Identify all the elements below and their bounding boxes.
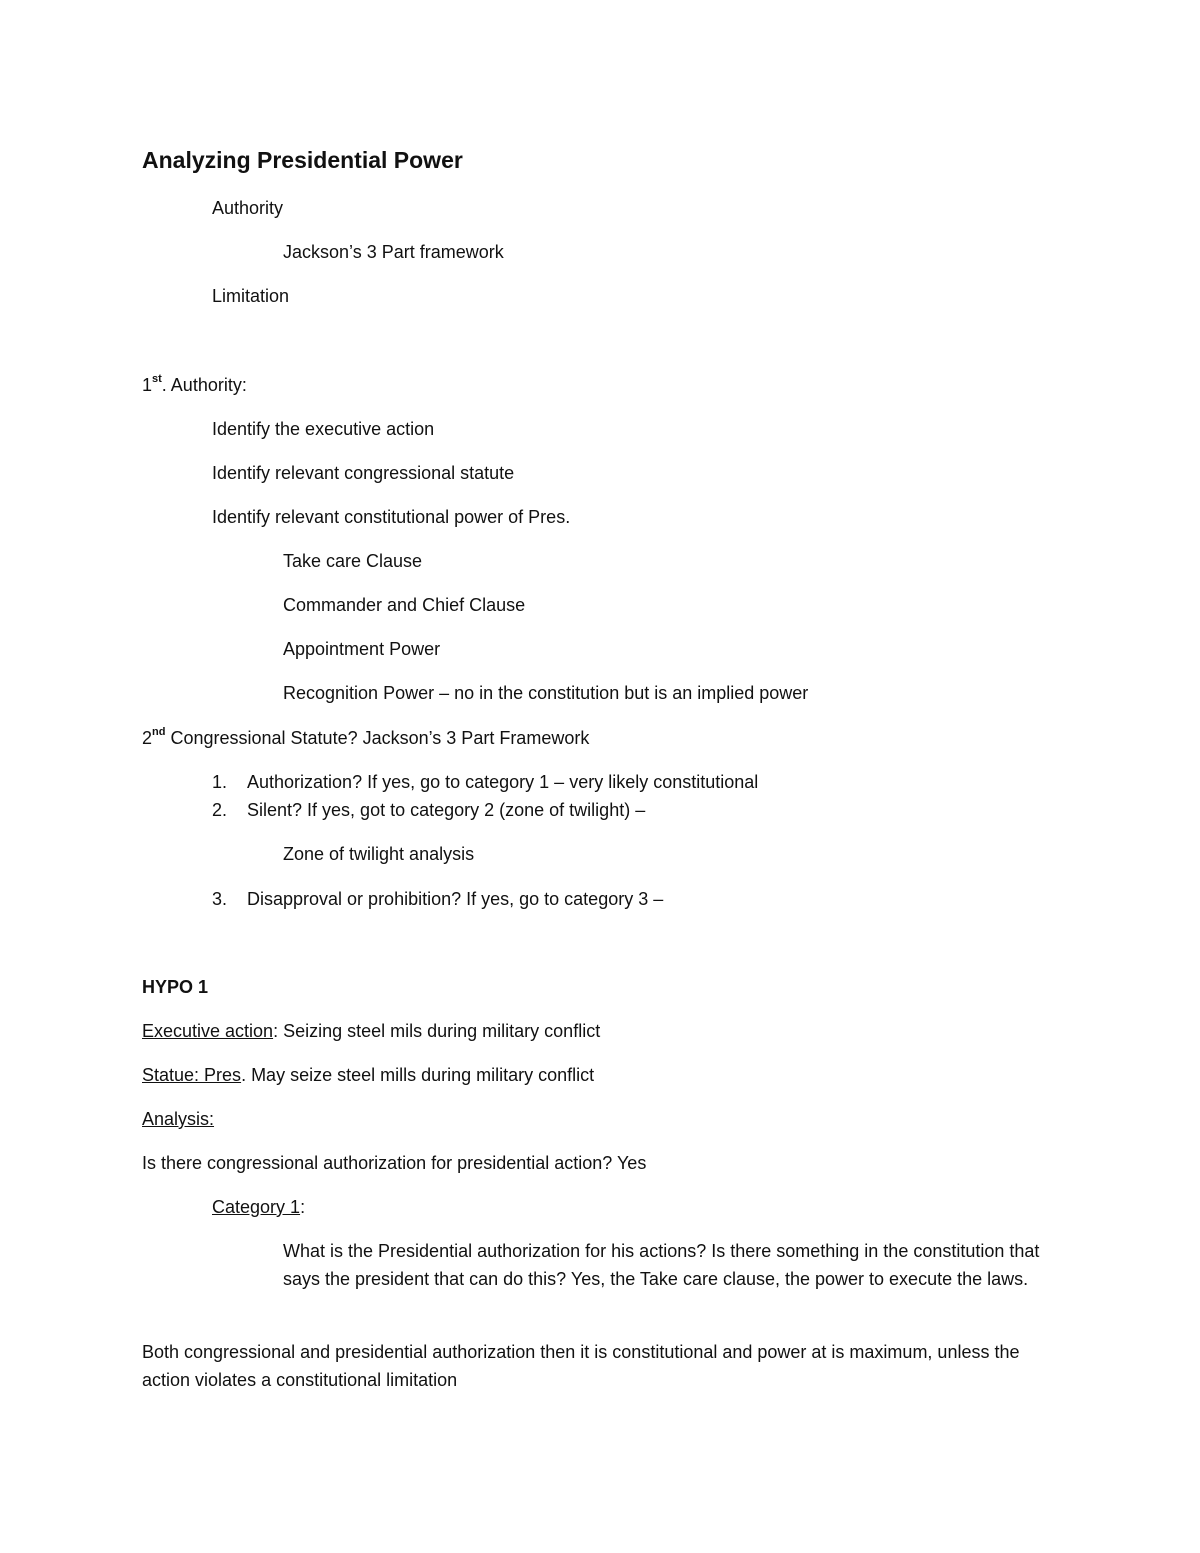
step1-item: Identify relevant congressional statute bbox=[212, 463, 515, 483]
twilight-analysis: Zone of twilight analysis bbox=[283, 844, 475, 864]
conclusion-paragraph: Both congressional and presidential authorization then it is constitutional and power at is maximum, unless the action violates a constitutional limitation bbox=[142, 1342, 1020, 1390]
step2-number: 2 bbox=[142, 728, 153, 748]
category-explanation: What is the Presidential authorization for his actions? Is there something in the constitution that says the president that can do this? Yes, the Take care clause, the power to execute the laws. bbox=[283, 1241, 1040, 1289]
list-text: Disapproval or prohibition? If yes, go to category 3 – bbox=[247, 889, 664, 909]
list-number: 1. bbox=[212, 772, 228, 792]
outline-authority: Authority bbox=[212, 198, 284, 218]
hypo-heading: HYPO 1 bbox=[142, 977, 209, 997]
power-item: Recognition Power – no in the constitution but is an implied power bbox=[283, 683, 809, 703]
list-text: Silent? If yes, got to category 2 (zone of twilight) – bbox=[247, 800, 646, 820]
analysis-label: Analysis: bbox=[142, 1109, 215, 1129]
list-number: 3. bbox=[212, 889, 228, 909]
executive-action-text: : Seizing steel mils during military conflict bbox=[273, 1021, 601, 1041]
step1-heading bbox=[142, 373, 247, 397]
statute-line bbox=[142, 1063, 594, 1087]
outline-limitation: Limitation bbox=[212, 286, 290, 306]
framework-list-item bbox=[212, 887, 663, 911]
framework-list-item bbox=[212, 798, 645, 822]
step1-superscript: st bbox=[152, 373, 162, 385]
authorization-question: Is there congressional authorization for presidential action? Yes bbox=[142, 1153, 647, 1173]
power-item: Commander and Chief Clause bbox=[283, 595, 526, 615]
power-item: Appointment Power bbox=[283, 639, 441, 659]
category-heading bbox=[212, 1195, 305, 1219]
step1-number: 1 bbox=[142, 375, 153, 395]
list-text: Authorization? If yes, go to category 1 – very likely constitutional bbox=[247, 772, 759, 792]
statute-text: . May seize steel mills during military conflict bbox=[241, 1065, 595, 1085]
power-item: Take care Clause bbox=[283, 551, 423, 571]
step1-label: . Authority: bbox=[161, 375, 247, 395]
category-colon: : bbox=[300, 1197, 306, 1217]
list-number: 2. bbox=[212, 800, 228, 820]
step2-label: Congressional Statute? Jackson’s 3 Part Framework bbox=[165, 728, 590, 748]
step2-superscript: nd bbox=[152, 726, 166, 738]
statute-label: Statue: Pres bbox=[142, 1065, 242, 1085]
outline-framework: Jackson’s 3 Part framework bbox=[283, 242, 504, 262]
step1-item: Identify the executive action bbox=[212, 419, 435, 439]
step1-item: Identify relevant constitutional power of Pres. bbox=[212, 507, 571, 527]
step2-heading bbox=[142, 726, 589, 750]
framework-list-item bbox=[212, 770, 758, 794]
executive-action-label: Executive action bbox=[142, 1021, 274, 1041]
executive-action-line bbox=[142, 1019, 600, 1043]
category-label: Category 1 bbox=[212, 1197, 301, 1217]
page-title: Analyzing Presidential Power bbox=[142, 147, 463, 173]
